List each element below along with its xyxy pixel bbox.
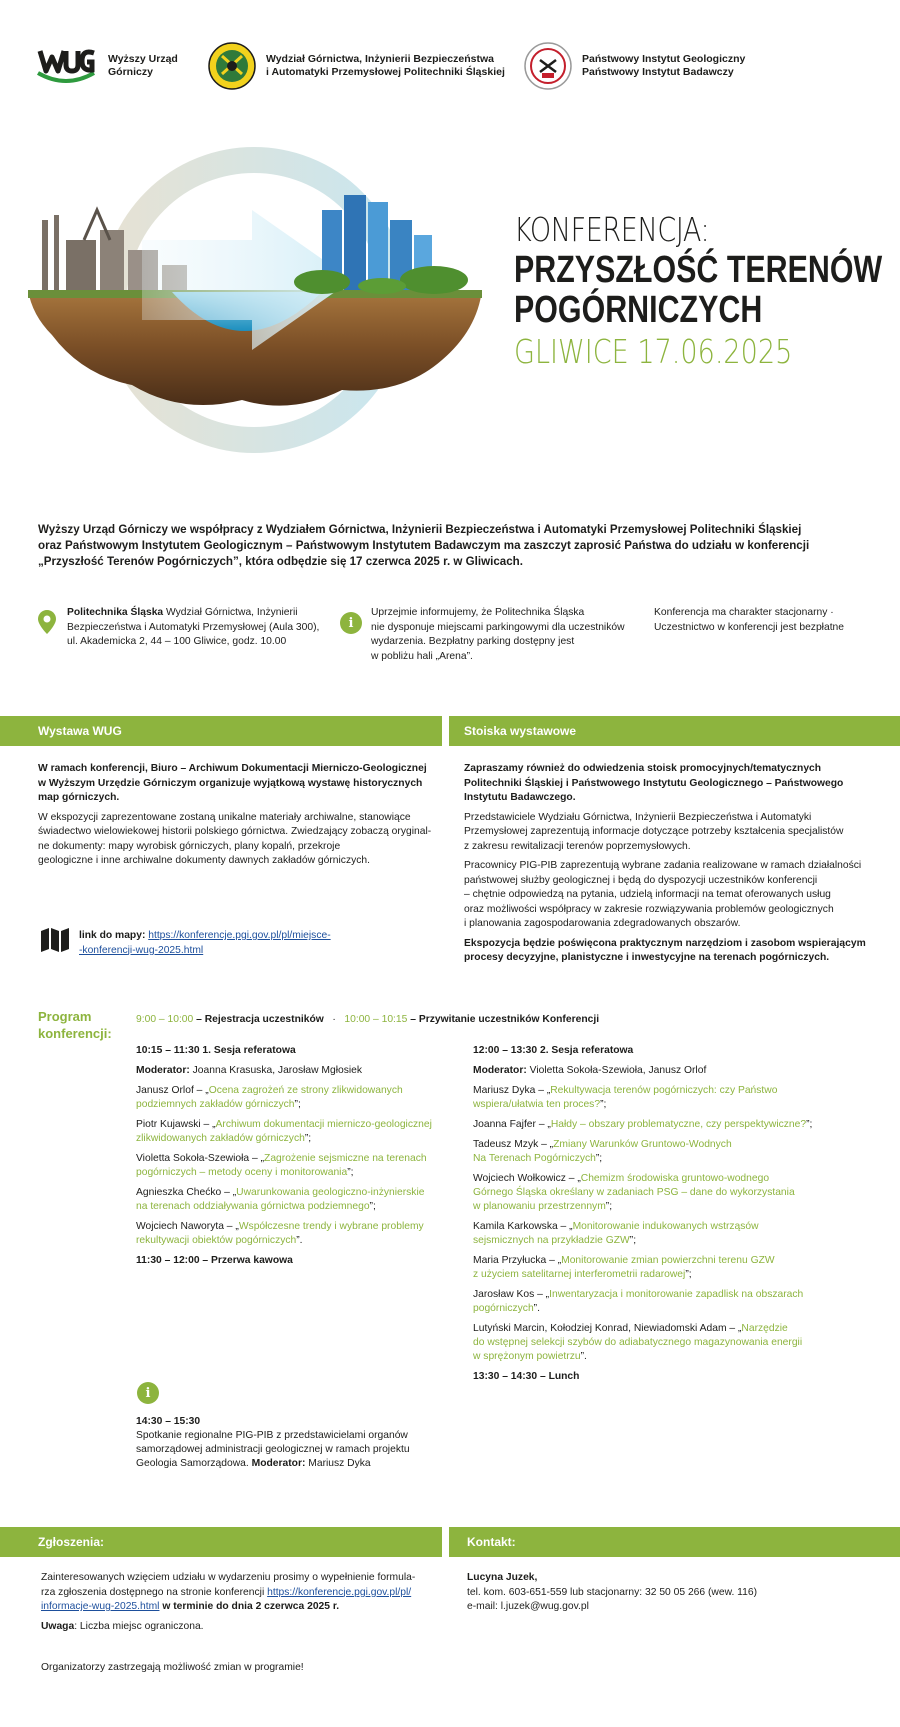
meeting-line2: samorządowej administracji geologicznej w ramach projektu	[136, 1444, 410, 1455]
wug-logo	[34, 36, 178, 96]
talk-title-line1: Zmiany Warunków Gruntowo-Wodnych	[553, 1139, 732, 1150]
stands-p3-line4: oraz możliwości współpracy w zakresie rozwiązywania problemów geologicznych	[464, 903, 834, 915]
stands-p3-line3: – chętnie odpowiedzą na pytania, udzielą informacji na temat oferowanych usług	[464, 889, 831, 900]
talk-end: ”;	[347, 1167, 354, 1178]
talk-title-line2: rekultywacji obiektów pogórniczych	[136, 1235, 297, 1246]
talk-title-line2: Górnego Śląska określany w zadaniach PSG – dane do wykorzystania	[473, 1187, 795, 1198]
talk-item	[136, 1186, 446, 1214]
meeting-time: 14:30 – 15:30	[136, 1416, 201, 1427]
talk-title-line2: do wstępnej selekcji szybów do adiabatycznego magazynowania energii	[473, 1337, 803, 1348]
exhibit-p2-line4: geologiczne i inne archiwalne dokumenty dawnych zakładów górniczych.	[38, 855, 370, 866]
talk-author: Mariusz Dyka – „	[473, 1085, 551, 1096]
hero-line2: PRZYSZŁOŚĆ TERENÓW	[514, 249, 883, 291]
stands-p3-line2: państwowej służby geologicznej i będą do dyspozycji uczestników konferencji	[464, 874, 818, 886]
stands-p1-line3: Instytutu Badawczego.	[464, 792, 576, 803]
exhibit-p1-line3: map górniczych.	[38, 792, 120, 803]
exhibit-p1-line2: w Wyższym Urzędzie Górniczym organizuje wyjątkową wystawę historycznych	[38, 777, 423, 789]
coffee-break: 11:30 – 12:00 – Przerwa kawowa	[136, 1255, 293, 1266]
session1-moderator: Joanna Krasuska, Jarosław Mgłosiek	[189, 1065, 363, 1076]
talk-end: ”;	[294, 1099, 301, 1110]
talk-title-line2: wspiera/ułatwia ten proces?	[473, 1099, 601, 1110]
stands-p1-line2: Politechniki Śląskiej i Państwowego Instytutu Geologicznego – Państwowego	[464, 777, 844, 789]
talk-item	[473, 1288, 893, 1316]
exhibit-p2-line2: świadectwo wielowiekowej historii polskiego górnictwa. Zwiedzający zobaczą oryginal-	[38, 826, 432, 837]
venue-info	[67, 606, 337, 650]
talk-title-line1: Zagrożenie sejsmiczne na terenach	[264, 1153, 427, 1164]
talk-author: Piotr Kujawski – „	[136, 1119, 216, 1130]
contact-bar: Kontakt:	[449, 1527, 900, 1557]
venue-line1: Wydział Górnictwa, Inżynierii	[163, 607, 298, 618]
map-link-cont[interactable]: -konferencji-wug-2025.html	[79, 944, 204, 956]
lunch: 13:30 – 14:30 – Lunch	[473, 1371, 580, 1382]
registration-bar: Zgłoszenia:	[0, 1527, 442, 1557]
talk-title-line1: Inwentaryzacja i monitorowanie zapadlisk na obszarach	[549, 1289, 804, 1300]
talk-item	[136, 1152, 446, 1180]
intro-line2: oraz Państwowym Instytutem Geologicznym – Państwowym Instytutem Badawczym ma zaszczyt zaprosić Państwa do udziału w konferencji	[38, 539, 810, 552]
map-link-label: link do mapy:	[79, 930, 149, 941]
talk-end: ”;	[600, 1099, 607, 1110]
talk-author: Wojciech Naworyta – „	[136, 1221, 239, 1232]
registration-text: – Rejestracja uczestników	[193, 1014, 324, 1025]
logo-row	[34, 36, 874, 96]
talk-end: ”;	[304, 1133, 312, 1144]
hero-title	[514, 210, 894, 374]
talk-author: Violetta Sokoła-Szewioła – „	[136, 1153, 265, 1164]
location-pin-icon	[38, 610, 56, 634]
logo3-line1: Państwowy Instytut Geologiczny	[582, 53, 746, 65]
talk-author: Wojciech Wołkowicz – „	[473, 1173, 581, 1184]
modern-city	[294, 195, 468, 294]
stands-p4-line2: procesy decyzyjne, planistyczne i inwestycyjne na terenach pogórniczych.	[464, 952, 830, 963]
logo3-line2: Państwowy Instytut Badawczy	[582, 66, 734, 78]
talk-title-line3: w sprężonym powietrzu	[473, 1351, 581, 1362]
stands-column	[464, 762, 884, 971]
registration-deadline: w terminie do dnia 2 czerwca 2025 r.	[159, 1601, 340, 1612]
meeting-moderator: Mariusz Dyka	[305, 1458, 371, 1469]
talk-end: ”.	[296, 1235, 303, 1246]
talk-title-line1: Monitorowanie zmian powierzchni terenu GZW	[561, 1255, 775, 1266]
talk-title-line1: Ocena zagrożeń ze strony zlikwidowanych	[208, 1085, 403, 1096]
talk-title-line1: Archiwum dokumentacji mierniczo-geologicznej	[215, 1119, 432, 1130]
talk-title-line2: pogórniczych – metody oceny i monitorowania	[136, 1167, 348, 1178]
talk-item	[473, 1220, 893, 1248]
talk-title-line3: w planowaniu przestrzennym	[473, 1201, 606, 1212]
intro-line3: „Przyszłość Terenów Pogórniczych”, która odbędzie się 17 czerwca 2025 r. w Gliwicach.	[38, 555, 523, 568]
registration-link[interactable]: https://konferencje.pgi.gov.pl/pl/	[267, 1586, 412, 1598]
talk-title-line2: Na Terenach Pogórniczych	[473, 1153, 596, 1164]
logo2-line2: i Automatyki Przemysłowej Politechniki Śląskiej	[266, 66, 505, 78]
intro-text	[38, 522, 858, 570]
talk-title-line2: sejsmicznych na przykładzie GZW	[473, 1235, 630, 1246]
note-text: : Liczba miejsc ograniczona.	[74, 1620, 204, 1632]
program-label-line1: Program	[38, 1009, 92, 1024]
contact-email[interactable]: e-mail: l.juzek@wug.gov.pl	[467, 1601, 589, 1612]
hero-line1: KONFERENCJA:	[514, 210, 710, 249]
exhibit-p1-line1: W ramach konferencji, Biuro – Archiwum Dokumentacji Mierniczo-Geologicznej	[38, 763, 427, 774]
talk-item	[136, 1220, 446, 1248]
parking-line4: w pobliżu hali „Arena”.	[371, 650, 473, 662]
venue-name: Politechnika Śląska	[67, 607, 164, 618]
talk-title-line2: na terenach oddziaływania górnictwa podziemnego	[136, 1201, 370, 1212]
welcome-time: 10:00 – 10:15	[344, 1014, 408, 1025]
stands-p3-line5: i planowania zagospodarowania zdegradowanych obszarów.	[464, 918, 741, 929]
talk-author: Maria Przyłucka – „	[473, 1255, 562, 1266]
session2	[473, 1044, 893, 1390]
talk-title-line2: pogórniczych	[473, 1303, 534, 1314]
logo1-line2: Górniczy	[108, 66, 153, 78]
session2-moderator: Violetta Sokoła-Szewioła, Janusz Orlof	[526, 1065, 707, 1076]
parking-info	[371, 606, 641, 664]
info-icon: i	[340, 612, 362, 634]
polsl-logo	[208, 36, 505, 96]
logo2-line1: Wydział Górnictwa, Inżynierii Bezpieczeństwa	[266, 53, 494, 65]
talk-author: Agnieszka Chećko – „	[136, 1187, 237, 1198]
exhibit-bar: Wystawa WUG	[0, 716, 442, 746]
session1-title: 10:15 – 11:30 1. Sesja referatowa	[136, 1045, 296, 1056]
welcome-text: – Przywitanie uczestników Konferencji	[407, 1014, 600, 1025]
talk-end: ”.	[580, 1351, 587, 1362]
meeting-line1: Spotkanie regionalne PIG-PIB z przedstawicielami organów	[136, 1430, 408, 1441]
stands-p1-line1: Zapraszamy również do odwiedzenia stoisk promocyjnych/tematycznych	[464, 763, 822, 774]
talk-end: ”;	[685, 1269, 692, 1280]
talk-end: ”;	[629, 1235, 637, 1246]
talk-title-line1: Hałdy – obszary problematyczne, czy perspektywiczne?	[550, 1119, 807, 1130]
talk-title-line1: Narzędzie	[741, 1323, 788, 1334]
pig-emblem-icon	[524, 42, 572, 90]
session2-moderator-label: Moderator:	[473, 1065, 527, 1076]
meeting-moderator-label: Moderator:	[251, 1458, 306, 1469]
talk-title-line1: Współczesne trendy i wybrane problemy	[238, 1221, 424, 1232]
registration-link-cont[interactable]: informacje-wug-2025.html	[41, 1601, 160, 1612]
exhibit-column	[38, 762, 433, 874]
talk-item	[473, 1138, 893, 1166]
talk-author: Janusz Orlof – „	[136, 1085, 209, 1096]
logo1-line1: Wyższy Urząd	[108, 53, 178, 65]
map-icon	[41, 928, 69, 952]
hero-illustration	[22, 130, 492, 475]
note-label: Uwaga	[41, 1620, 75, 1632]
stands-bar: Stoiska wystawowe	[449, 716, 900, 746]
registration-time: 9:00 – 10:00	[136, 1014, 194, 1025]
talk-item	[473, 1254, 893, 1282]
intro-line1: Wyższy Urząd Górniczy we współpracy z Wydziałem Górnictwa, Inżynierii Bezpieczeństwa i Automatyki Przemysłowej Politechniki Śląskiej	[38, 523, 802, 536]
talk-author: Tadeusz Mzyk – „	[473, 1139, 554, 1150]
parking-line3: wydarzenia. Bezpłatny parking dostępny jest	[371, 636, 575, 647]
contact-name: Lucyna Juzek,	[467, 1572, 538, 1583]
program-label-line2: konferencji:	[38, 1026, 112, 1041]
talk-title-line1: Chemizm środowiska gruntowo-wodnego	[580, 1173, 770, 1184]
disclaimer: Organizatorzy zastrzegają możliwość zmian w programie!	[41, 1662, 304, 1673]
registration-line2: rza zgłoszenia dostępnego na stronie konferencji	[41, 1586, 268, 1598]
stands-p4-line1: Ekspozycja będzie poświęcona praktycznym narzędziom i zasobom wspierającym	[464, 937, 866, 949]
program-label	[38, 1008, 112, 1042]
stands-p3-line1: Pracownicy PIG-PIB zaprezentują wybrane zadania realizowane w ramach działalności	[464, 860, 862, 871]
talk-title-line1: Monitorowanie indukowanych wstrząsów	[572, 1221, 759, 1232]
talk-author: Lutyński Marcin, Kołodziej Konrad, Niewiadomski Adam – „	[473, 1323, 742, 1334]
talk-title-line1: Uwarunkowania geologiczno-inżynierskie	[236, 1187, 425, 1198]
contact-phone: tel. kom. 603-651-559 lub stacjonarny: 32 50 05 266 (wew. 116)	[467, 1586, 758, 1598]
talk-item	[473, 1118, 893, 1132]
talk-item	[473, 1172, 893, 1214]
talk-title-line2: z użyciem satelitarnej interferometrii radarowej	[473, 1269, 686, 1280]
session1-moderator-label: Moderator:	[136, 1065, 190, 1076]
exhibit-p2-line3: ne dokumenty: mapy wyrobisk górniczych, plany kopalń, przekroje	[38, 840, 341, 852]
talk-end: ”.	[533, 1303, 540, 1314]
parking-line2: nie dysponuje miejscami parkingowymi dla uczestników	[371, 621, 625, 633]
wug-logo-icon	[34, 43, 98, 89]
attendance-line1: Konferencja ma charakter stacjonarny ·	[654, 607, 834, 618]
stands-p2-line1: Przedstawiciele Wydziału Górnictwa, Inżynierii Bezpieczeństwa i Automatyki	[464, 811, 812, 823]
talk-item	[136, 1084, 446, 1112]
attendance-info	[654, 606, 884, 635]
mining-faculty-emblem-icon	[208, 42, 256, 90]
venue-line3: ul. Akademicka 2, 44 – 100 Gliwice, godz. 10.00	[67, 636, 287, 647]
talk-author: Joanna Fajfer – „	[473, 1119, 551, 1130]
pig-logo	[524, 36, 745, 96]
talk-title-line1: Rekultywacja terenów pogórniczych: czy Państwo	[550, 1085, 778, 1096]
registration-line1: Zainteresowanych wzięciem udziału w wydarzeniu prosimy o wypełnienie formula-	[41, 1572, 416, 1583]
contact-text	[467, 1571, 887, 1615]
talk-end: ”;	[595, 1153, 603, 1164]
talk-item	[473, 1322, 893, 1364]
session2-title: 12:00 – 13:30 2. Sesja referatowa	[473, 1045, 634, 1056]
attendance-line2: Uczestnictwo w konferencji jest bezpłatne	[654, 621, 845, 633]
session1	[136, 1044, 446, 1274]
stands-p2-line2: Przemysłowej zaprezentują informacje dotyczące potrzeby kształcenia specjalistów	[464, 826, 844, 837]
stands-p2-line3: z zakresu rewitalizacji terenów poprzemysłowych.	[464, 840, 691, 852]
talk-title-line2: zlikwidowanych zakładów górniczych	[136, 1133, 305, 1144]
talk-end: ”;	[605, 1201, 613, 1212]
talk-author: Jarosław Kos – „	[473, 1289, 550, 1300]
talk-item	[473, 1084, 893, 1112]
talk-end: ”;	[806, 1119, 813, 1130]
exhibit-p2-line1: W ekspozycji zaprezentowane zostaną unikalne materiały archiwalne, stanowiące	[38, 811, 411, 823]
regional-meeting	[136, 1415, 456, 1471]
hero-line3: POGÓRNICZYCH	[514, 289, 763, 331]
map-link[interactable]: https://konferencje.pgi.gov.pl/pl/miejsce-	[148, 930, 331, 941]
meeting-line3: Geologia Samorządowa.	[136, 1458, 252, 1469]
parking-line1: Uprzejmie informujemy, że Politechnika Śląska	[371, 607, 585, 618]
hero-date: GLIWICE 17.06.2025	[514, 332, 793, 371]
map-link-block	[79, 929, 409, 958]
registration-text	[41, 1571, 441, 1639]
program-opening	[136, 1013, 856, 1027]
meeting-info-icon: i	[137, 1382, 159, 1404]
talk-author: Kamila Karkowska – „	[473, 1221, 573, 1232]
talk-end: ”;	[369, 1201, 376, 1212]
separator-dot: ·	[332, 1014, 336, 1025]
venue-line2: Bezpieczeństwa i Automatyki Przemysłowej (Aula 300),	[67, 621, 320, 633]
talk-title-line2: podziemnych zakładów górniczych	[136, 1099, 295, 1110]
talk-item	[136, 1118, 446, 1146]
